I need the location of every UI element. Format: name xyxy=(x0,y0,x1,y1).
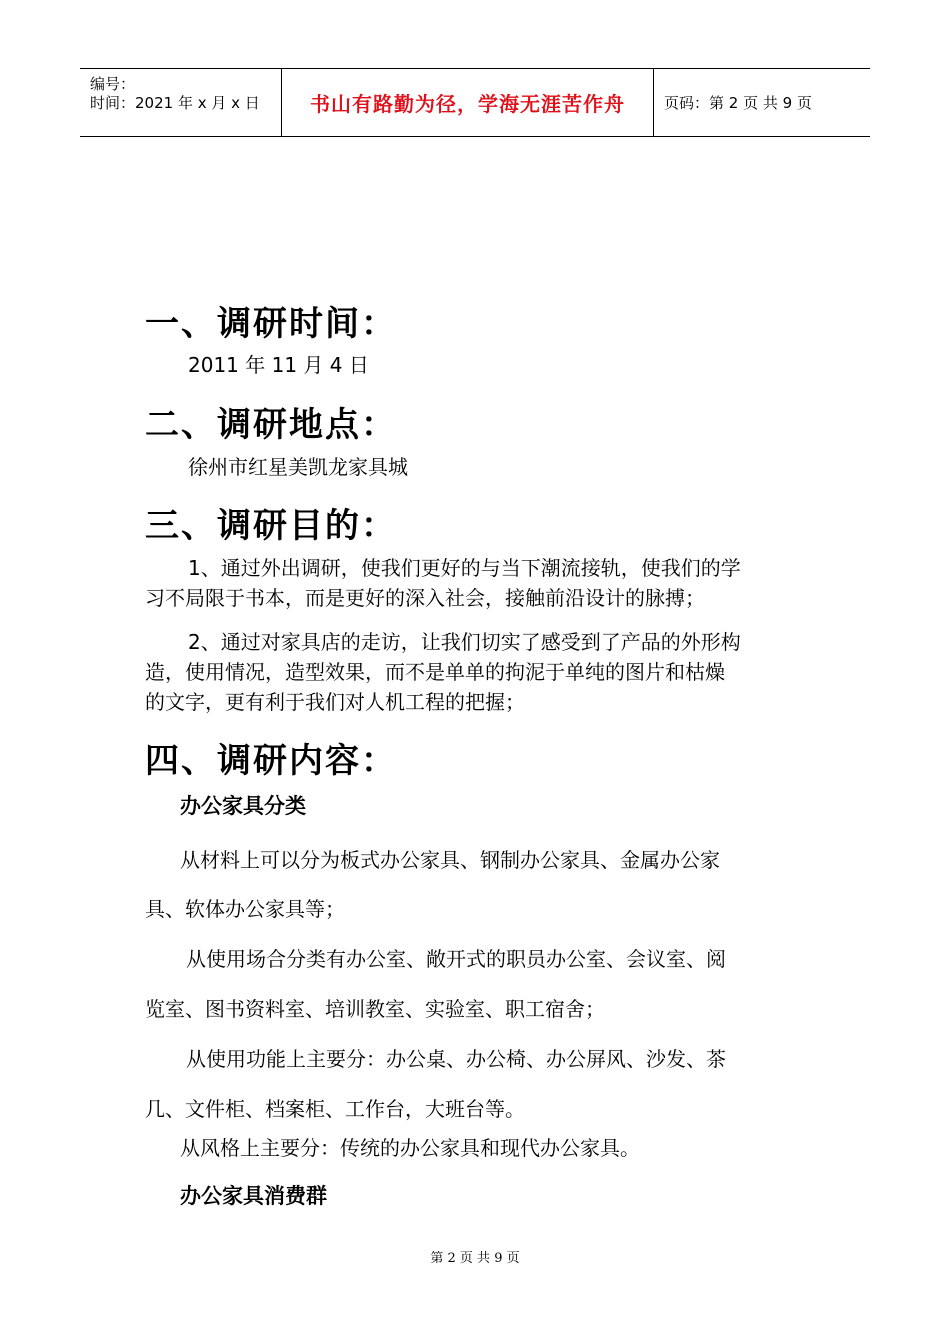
section-title-location: 二、调研地点： xyxy=(145,405,397,445)
location-text: 徐州市红星美凯龙家具城 xyxy=(188,455,408,479)
time-text: 2011 年 11 月 4 日 xyxy=(188,353,369,377)
purpose-p1-line1: 1、通过外出调研，使我们更好的与当下潮流接轨，使我们的学 xyxy=(188,556,741,580)
content-c1-line2: 具、软体办公家具等； xyxy=(145,897,345,921)
section-title-purpose: 三、调研目的： xyxy=(145,506,397,546)
content-c2-line2: 览室、图书资料室、培训教室、实验室、职工宿舍； xyxy=(145,997,605,1021)
purpose-p2-line1: 2、通过对家具店的走访，让我们切实了感受到了产品的外形构 xyxy=(188,630,741,654)
content-c1-line1: 从材料上可以分为板式办公家具、钢制办公家具、金属办公家 xyxy=(180,848,720,872)
subheading-classification: 办公家具分类 xyxy=(180,794,306,818)
content-c3-line1: 从使用功能上主要分：办公桌、办公椅、办公屏风、沙发、茶 xyxy=(186,1047,726,1071)
header-time: 时间：2021 年 x 月 x 日 xyxy=(90,94,260,112)
header-number: 编号： xyxy=(90,75,136,93)
purpose-p2-line3: 的文字，更有利于我们对人机工程的把握； xyxy=(145,690,525,714)
header-motto: 书山有路勤为径，学海无涯苦作舟 xyxy=(282,69,654,136)
page-header xyxy=(80,68,870,137)
section-title-content: 四、调研内容： xyxy=(145,741,397,781)
purpose-p2-line2: 造，使用情况，造型效果，而不是单单的拘泥于单纯的图片和枯燥 xyxy=(145,660,725,684)
content-c2-line1: 从使用场合分类有办公室、敞开式的职员办公室、会议室、阅 xyxy=(186,947,726,971)
purpose-p1-line2: 习不局限于书本，而是更好的深入社会，接触前沿设计的脉搏； xyxy=(145,586,705,610)
header-page-info: 页码：第 2 页 共 9 页 xyxy=(664,94,812,112)
content-c4-line1: 从风格上主要分：传统的办公家具和现代办公家具。 xyxy=(180,1136,640,1160)
subheading-consumers: 办公家具消费群 xyxy=(180,1184,327,1208)
content-c3-line2: 几、文件柜、档案柜、工作台，大班台等。 xyxy=(145,1097,525,1121)
page-footer: 第 2 页 共 9 页 xyxy=(430,1251,520,1266)
header-meta xyxy=(80,69,282,136)
section-title-time: 一、调研时间： xyxy=(145,304,397,344)
